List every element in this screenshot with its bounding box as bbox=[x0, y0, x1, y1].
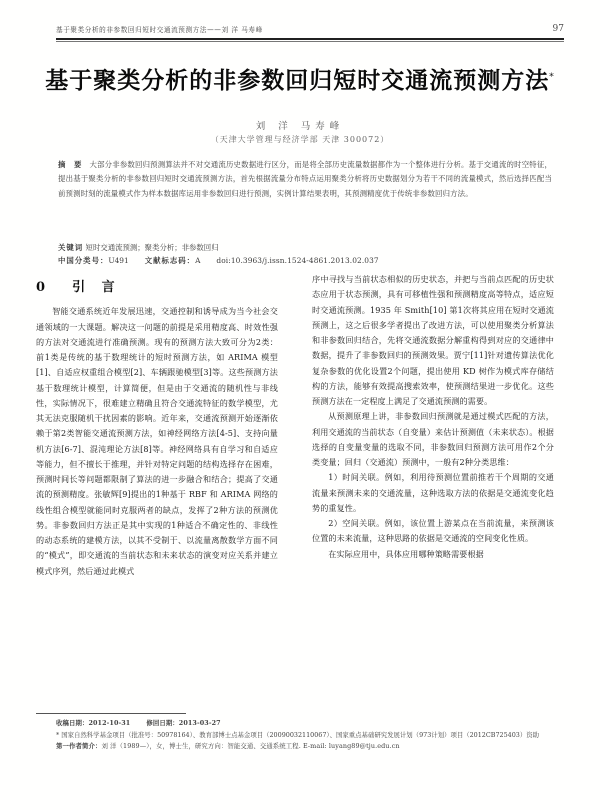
clc-segment bbox=[58, 254, 129, 267]
section-number: 0 bbox=[36, 280, 52, 295]
keywords-line bbox=[58, 241, 552, 254]
body-column-right bbox=[312, 272, 554, 562]
running-header-title: 基于聚类分析的非参数回归短时交通流预测方法——刘 洋 马寿峰 bbox=[56, 25, 263, 35]
section-title: 引 言 bbox=[72, 280, 121, 295]
article-title bbox=[0, 62, 600, 95]
abstract-label: 摘 要 bbox=[58, 160, 85, 169]
keywords-value: 短时交通流预测；聚类分析；非参数回归 bbox=[85, 243, 219, 252]
running-header bbox=[56, 18, 564, 34]
document-code-value: A bbox=[195, 256, 201, 265]
footnote-block bbox=[56, 718, 560, 753]
page-number: 97 bbox=[552, 24, 564, 34]
paragraph: 在实际应用中，具体应用哪种策略需要根据 bbox=[328, 548, 484, 559]
author-list: 刘 洋 马寿峰 bbox=[255, 121, 345, 132]
doi-label: doi: bbox=[216, 256, 231, 265]
paragraph: 智能交通系统近年发展迅速，交通控制和诱导成为当今社会交通领域的一大课题。解决这一问题的前提是采用精度高、时效性强的方法对交通流进行准确预测。现有的预测方法大致可分为2类：前1类是传统的基于数理统计的短时预测方法，如 ARIMA 模型[1]、自适应权重组合模型[2]、车辆跟驰模型[3]等。这些预测方法基于数理统计模型，计算简便，但是由于交通流的随机性与非线性，实际情况下，很难建立精确且符合交通流特征的数学模型，尤其无法克服随机干扰因素的影响。近年来，交通流预测开始逐渐依赖于第2类智能交通流预测方法，如神经网络方法[4-5]、支持向量机方法[6-7]、混沌理论方法[8]等。神经网络具有自学习和自适应等能力，但不擅长于推理，并针对特定问题的结构选择存在困难，预测时间长等问题都限制了算法的进一步融合和结合；提高了交通流的预测精度。张敏辉[9]提出的1种基于 RBF 和 ARIMA 网络的线性组合模型就能同时克服两者的缺点，发挥了2种方法的预测优势。非参数回归方法正是其中实现的1种适合不确定性的、非线性的动态系统的建模方法，以其不受制于、以流量离散数学方面不同的“模式”，即交通流的当前状态和未来状态的演变对应关系并建立模式序列，然后通过此模式 bbox=[36, 306, 278, 576]
section-heading bbox=[36, 280, 278, 295]
doi-segment bbox=[216, 254, 378, 267]
paragraph: 序中寻找与当前状态相似的历史状态，并把与当前点匹配的历史状态应用于状态预测，具有可移植性强和预测精度高等特点，适应短时交通流预测。1935 年 Smith[10] 第1次将其应用在短时交通流预测上，这之后很多学者提出了改进方法，可以使用聚类分析算法和非参数回归结合，先将交通流数据分解重构得到对应的交通律中数据，提升了非参数回归的预测效果。贾宁[11]针对遗传算法优化复杂参数的优化设置2个问题，提出使用 KD 树作为模式库存储结构的方法，能够有效提高搜索效率，使预测结果进一步优化。这些预测方法在一定程度上满足了交通流预测的需要。 bbox=[312, 274, 554, 406]
doi-value: 10.3963/j.issn.1524-4861.2013.02.037 bbox=[230, 256, 379, 265]
classification-line bbox=[58, 254, 552, 267]
abstract-text: 大部分非参数回归预测算法并不对交通流历史数据进行区分，而是将全部历史流量数据都作为一个整体进行分析。基于交通流的时空特征，提出基于聚类分析的非参数回归短时交通流预测方法，首先根据流量分布特点运用聚类分析将历史数据划分为若干不同的流量模式，然后选择匹配当前预测时刻的流量模式作为样本数据库运用非参数回归进行预测，实例计算结果表明，其预测精度优于传统非参数回归方法。 bbox=[58, 160, 552, 198]
abstract-block bbox=[58, 158, 552, 201]
header-divider-rule bbox=[56, 38, 564, 40]
revised-label: 修回日期： bbox=[146, 719, 179, 727]
received-label: 收稿日期： bbox=[56, 719, 89, 727]
affiliation: （天津大学管理与经济学部 天津 300072） bbox=[210, 135, 390, 144]
paragraph: 从预测原理上讲，非参数回归预测就是通过模式匹配的方法，利用交通流的当前状态（自变量）来估计预测值（未来状态）。根据选择的自变量变量的选取不同，非参数回归预测方法可用作2个分类变量；回归（交通流）预测中，一般有2种分类思维： bbox=[312, 411, 554, 467]
footnote-divider-rule bbox=[36, 713, 186, 714]
received-date: 2012-10-31 bbox=[88, 719, 131, 727]
article-title-footnote-mark: * bbox=[549, 72, 555, 83]
footnote-funding: * 国家自然科学基金项目（批准号：50978164）、教育部博士点基金项目（20090032110067）、国家重点基础研究发展计划（973计划）项目（2012CB725403）资助 bbox=[56, 730, 540, 739]
author-bio-text: 刘 洋（1989—），女，博士生，研究方向：智能交通、交通系统工程. E-mail: luyang89@tju.edu.cn bbox=[101, 742, 400, 751]
document-code-label: 文献标志码： bbox=[144, 256, 196, 265]
article-title-text: 基于聚类分析的非参数回归短时交通流预测方法 bbox=[45, 67, 550, 94]
revised-date: 2013-03-27 bbox=[178, 719, 221, 727]
clc-value: U491 bbox=[108, 256, 129, 265]
body-column-left bbox=[36, 272, 278, 579]
keywords-label: 关键词 bbox=[58, 243, 84, 252]
author-bio-label: 第一作者简介： bbox=[56, 742, 102, 751]
paragraph: 2）空间关联。例如，该位置上游某点在当前流量，来预测该位置的未来流量，这种思路的依据是交通流的空间变化性质。 bbox=[312, 518, 554, 544]
footnote-author-bio bbox=[56, 741, 560, 753]
clc-label: 中国分类号： bbox=[58, 256, 109, 265]
footnote-dates bbox=[56, 718, 560, 730]
paragraph: 1）时间关联。例如，利用待预测位置前推若干个周期的交通流量来预测未来的交通流量，这种选取方法的依据是交通流变化趋势的重复性。 bbox=[312, 472, 554, 513]
document-code-segment bbox=[145, 254, 201, 267]
